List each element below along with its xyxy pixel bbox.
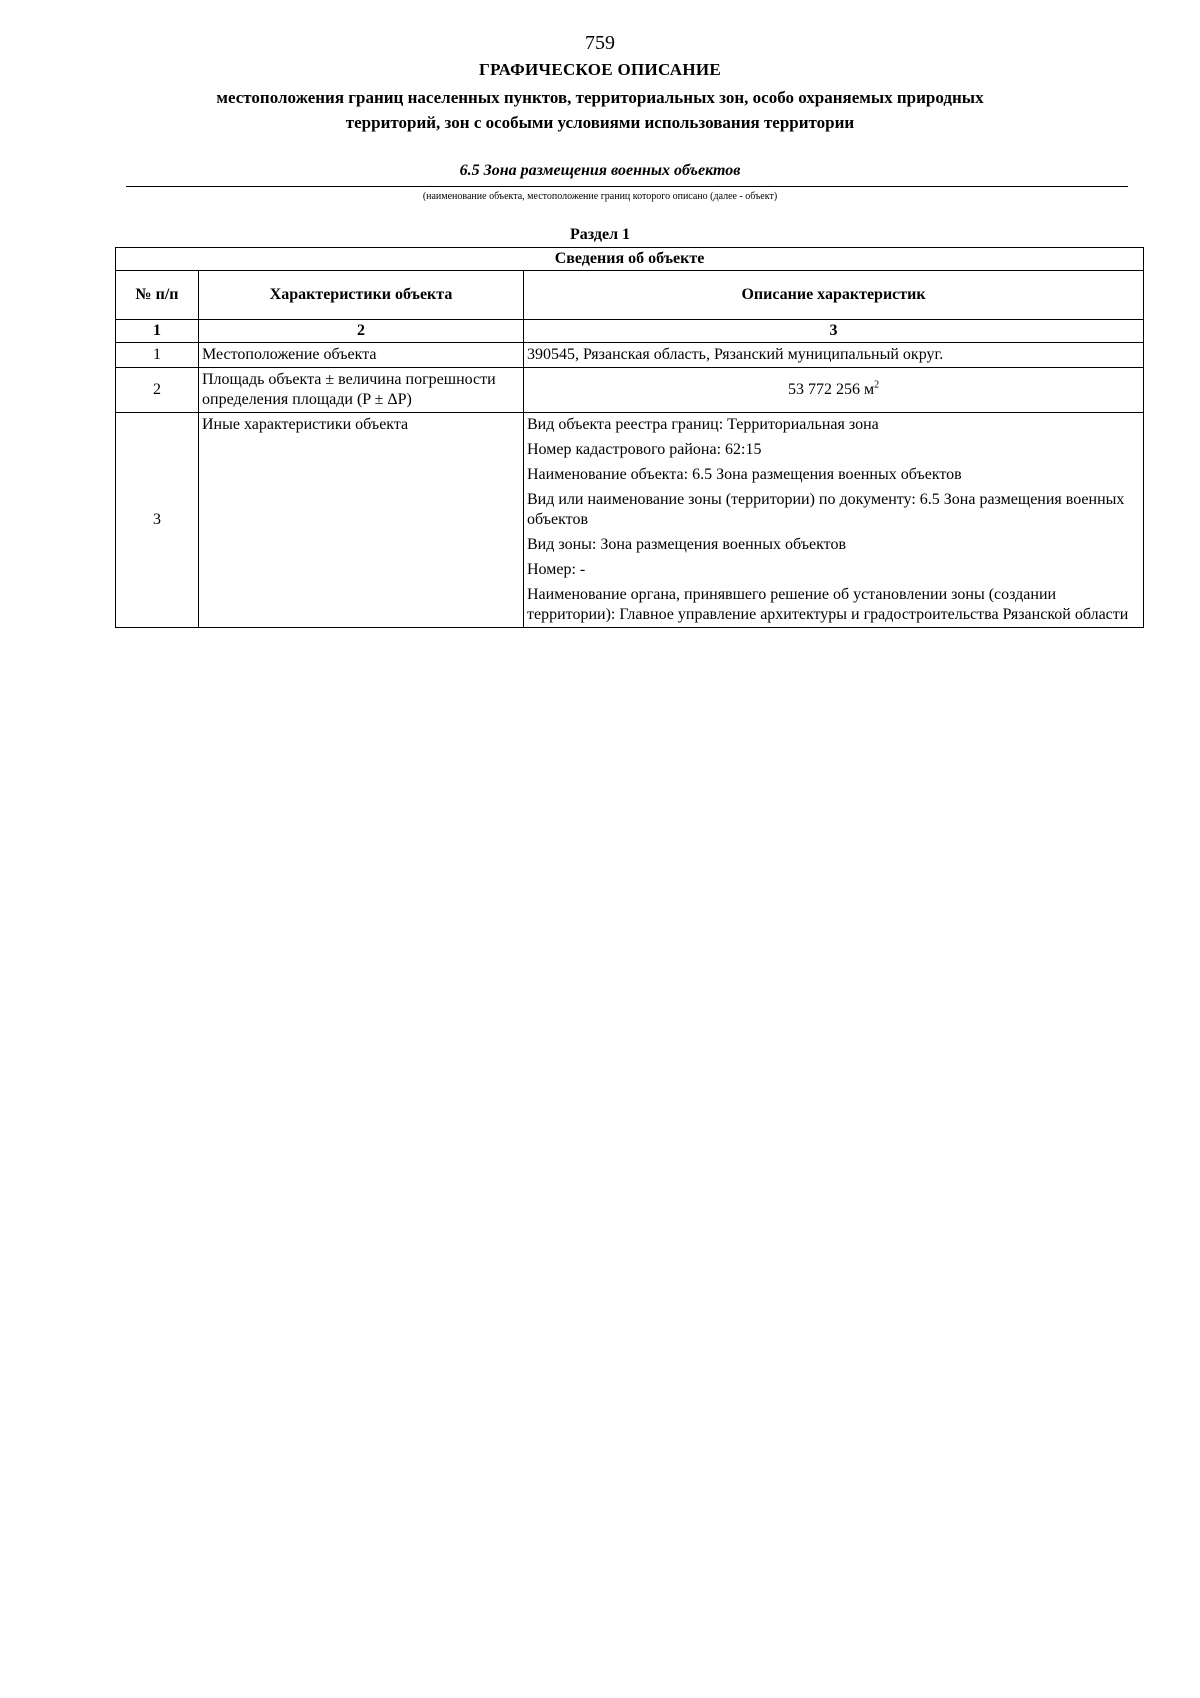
row-characteristic: Иные характеристики объекта xyxy=(199,413,524,628)
table-row xyxy=(116,413,1144,628)
detail-line: Вид или наименование зоны (территории) по документу: 6.5 Зона размещения военных объектов xyxy=(527,491,1125,528)
detail-line: Вид объекта реестра границ: Территориальная зона xyxy=(527,416,879,433)
detail-line: Номер кадастрового района: 62:15 xyxy=(527,441,762,458)
detail-line: Номер: - xyxy=(527,561,586,578)
header-characteristic: Характеристики объекта xyxy=(199,271,524,320)
document-title: ГРАФИЧЕСКОЕ ОПИСАНИЕ xyxy=(478,60,722,79)
detail-line: Вид зоны: Зона размещения военных объектов xyxy=(527,536,846,553)
row-number: 3 xyxy=(116,413,199,628)
page-number: 759 xyxy=(585,32,615,54)
table-row xyxy=(116,343,1144,368)
row-description: 390545, Рязанская область, Рязанский муниципальный округ. xyxy=(524,343,1144,368)
detail-line: Наименование органа, принявшего решение об установлении зоны (создании территории): Главное управление архитектуры и градостроительства Рязанской области xyxy=(527,586,1129,623)
area-value: 53 772 256 м xyxy=(787,381,875,398)
detail-line: Наименование объекта: 6.5 Зона размещения военных объектов xyxy=(527,466,962,483)
row-number: 2 xyxy=(116,368,199,413)
table-caption: Сведения об объекте xyxy=(116,248,1144,271)
object-caption: (наименование объекта, местоположение границ которого описано (далее - объект) xyxy=(422,191,778,202)
row-details xyxy=(524,413,1144,628)
row-number: 1 xyxy=(116,343,199,368)
row-characteristic: Местоположение объекта xyxy=(199,343,524,368)
section-title: Раздел 1 xyxy=(569,226,631,243)
table-header-row xyxy=(116,271,1144,320)
object-name-underline xyxy=(126,186,1128,187)
row-description xyxy=(524,368,1144,413)
document-subtitle: местоположения границ населенных пунктов, территориальных зон, особо охраняемых природных территорий, зон с особыми условиями использования территории xyxy=(216,88,984,132)
area-unit-exponent: 2 xyxy=(874,379,880,391)
column-number-row xyxy=(116,320,1144,343)
object-info-table xyxy=(115,247,1144,628)
column-number: 1 xyxy=(116,320,199,343)
table-row xyxy=(116,368,1144,413)
header-number: № п/п xyxy=(116,271,199,320)
row-characteristic: Площадь объекта ± величина погрешности определения площади (P ± ΔP) xyxy=(199,368,524,413)
column-number: 2 xyxy=(199,320,524,343)
table-caption-row xyxy=(116,248,1144,271)
header-description: Описание характеристик xyxy=(524,271,1144,320)
column-number: 3 xyxy=(524,320,1144,343)
object-name: 6.5 Зона размещения военных объектов xyxy=(459,162,741,179)
